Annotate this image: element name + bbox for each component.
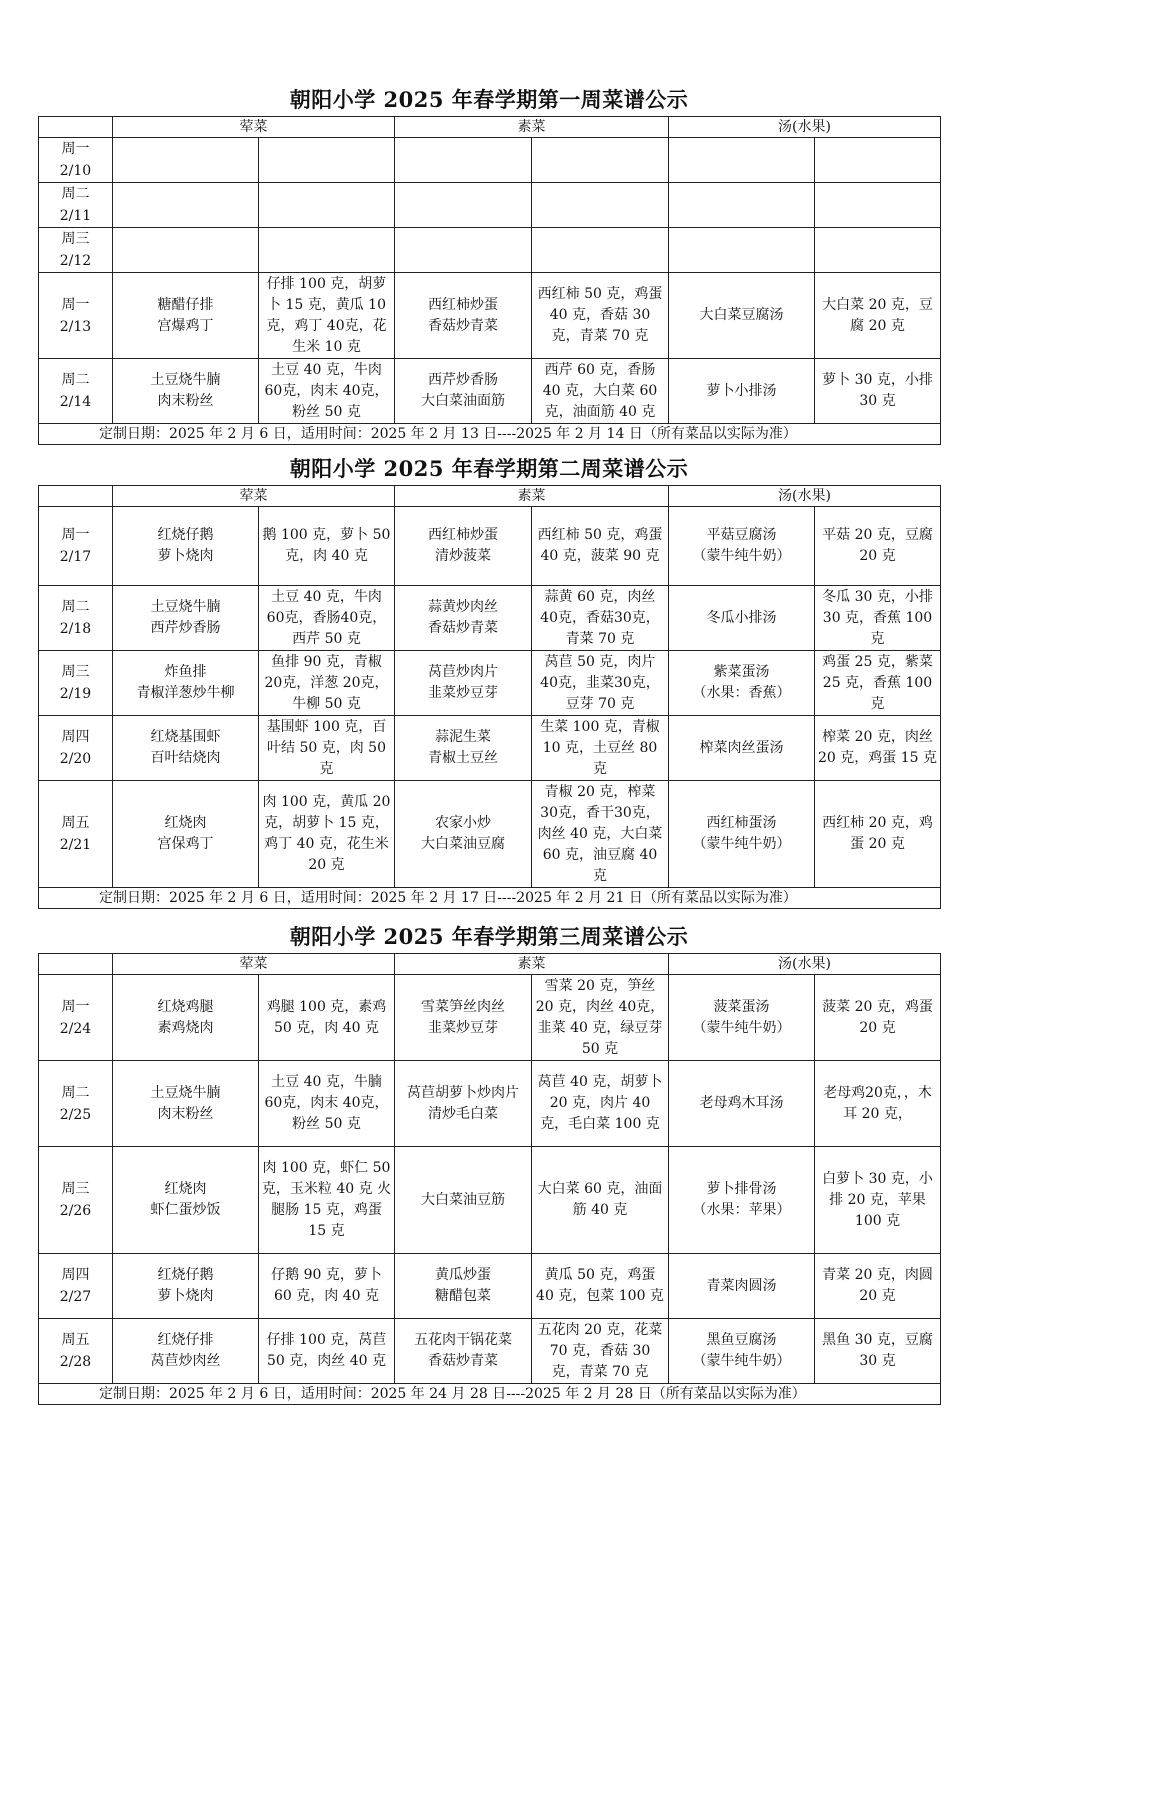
note-text: 定制日期：2025 年 2 月 6 日，适用时间：2025 年 2 月 17 日----2025 年 2 月 21 日（所有菜品以实际为准） xyxy=(39,888,941,909)
week-2-section xyxy=(38,453,940,909)
day-cell: 周二 2/11 xyxy=(39,183,113,228)
table-row xyxy=(39,586,941,651)
note-row xyxy=(39,424,941,445)
table-row xyxy=(39,1147,941,1254)
soup-dishes: 平菇豆腐汤 （蒙牛纯牛奶） xyxy=(669,507,815,586)
meat-qty: 仔鹅 90 克，萝卜 60 克，肉 40 克 xyxy=(259,1254,395,1319)
meat-dishes: 红烧鸡腿 素鸡烧肉 xyxy=(113,975,259,1061)
table-row xyxy=(39,138,941,183)
veg-dishes: 五花肉干锅花菜 香菇炒青菜 xyxy=(395,1319,532,1384)
meat-qty: 鱼排 90 克，青椒 20克，洋葱 20克，牛柳 50 克 xyxy=(259,651,395,716)
soup-dishes: 萝卜排骨汤 （水果：苹果） xyxy=(669,1147,815,1254)
meat-dishes xyxy=(113,228,259,273)
veg-dishes: 西芹炒香肠 大白菜油面筋 xyxy=(395,359,532,424)
soup-qty: 青菜 20 克，肉圆 20 克 xyxy=(815,1254,941,1319)
meat-qty xyxy=(259,228,395,273)
meat-dishes: 红烧仔鹅 萝卜烧肉 xyxy=(113,1254,259,1319)
meat-qty: 肉 100 克，虾仁 50 克，玉米粒 40 克 火腿肠 15 克，鸡蛋 15 克 xyxy=(259,1147,395,1254)
veg-qty xyxy=(532,183,669,228)
veg-qty: 西红柿 50 克，鸡蛋 40 克，香菇 30 克，青菜 70 克 xyxy=(532,273,669,359)
meat-dishes: 土豆烧牛腩 肉末粉丝 xyxy=(113,359,259,424)
meat-qty: 土豆 40 克，牛肉 60克，肉末 40克，粉丝 50 克 xyxy=(259,359,395,424)
veg-dishes xyxy=(395,138,532,183)
veg-dishes: 雪菜笋丝肉丝 韭菜炒豆芽 xyxy=(395,975,532,1061)
day-cell: 周三 2/26 xyxy=(39,1147,113,1254)
corner-cell xyxy=(39,486,113,507)
soup-dishes: 菠菜蛋汤 （蒙牛纯牛奶） xyxy=(669,975,815,1061)
soup-dishes: 西红柿蛋汤 （蒙牛纯牛奶） xyxy=(669,781,815,888)
veg-qty: 雪菜 20 克，笋丝 20 克，肉丝 40克，韭菜 40 克，绿豆芽 50 克 xyxy=(532,975,669,1061)
meat-dishes xyxy=(113,138,259,183)
meat-dishes xyxy=(113,183,259,228)
week-3-section xyxy=(38,921,940,1405)
header-meat: 荤菜 xyxy=(113,486,395,507)
meat-qty: 肉 100 克，黄瓜 20 克，胡萝卜 15 克，鸡丁 40 克，花生米 20 克 xyxy=(259,781,395,888)
veg-qty: 莴苣 50 克，肉片 40克，韭菜30克，豆芽 70 克 xyxy=(532,651,669,716)
soup-qty: 鸡蛋 25 克，紫菜 25 克，香蕉 100 克 xyxy=(815,651,941,716)
day-cell: 周二 2/18 xyxy=(39,586,113,651)
day-cell: 周一 2/24 xyxy=(39,975,113,1061)
soup-qty: 白萝卜 30 克，小排 20 克，苹果 100 克 xyxy=(815,1147,941,1254)
meat-qty: 土豆 40 克，牛肉 60克，香肠40克，西芹 50 克 xyxy=(259,586,395,651)
soup-qty: 老母鸡20克，，木耳 20 克， xyxy=(815,1061,941,1147)
day-cell: 周五 2/28 xyxy=(39,1319,113,1384)
day-cell: 周三 2/19 xyxy=(39,651,113,716)
table-row xyxy=(39,273,941,359)
day-cell: 周一 2/13 xyxy=(39,273,113,359)
soup-qty: 萝卜 30 克，小排 30 克 xyxy=(815,359,941,424)
veg-dishes: 莴苣胡萝卜炒肉片 清炒毛白菜 xyxy=(395,1061,532,1147)
table-row xyxy=(39,1319,941,1384)
meat-dishes: 红烧肉 虾仁蛋炒饭 xyxy=(113,1147,259,1254)
header-veg: 素菜 xyxy=(395,117,669,138)
soup-qty: 西红柿 20 克，鸡蛋 20 克 xyxy=(815,781,941,888)
meat-dishes: 炸鱼排 青椒洋葱炒牛柳 xyxy=(113,651,259,716)
day-cell: 周四 2/27 xyxy=(39,1254,113,1319)
soup-qty xyxy=(815,138,941,183)
meat-dishes: 土豆烧牛腩 西芹炒香肠 xyxy=(113,586,259,651)
veg-qty: 黄瓜 50 克，鸡蛋 40 克，包菜 100 克 xyxy=(532,1254,669,1319)
note-text: 定制日期：2025 年 2 月 6 日，适用时间：2025 年 2 月 13 日----2025 年 2 月 14 日（所有菜品以实际为准） xyxy=(39,424,941,445)
veg-qty: 西芹 60 克，香肠 40 克，大白菜 60 克，油面筋 40 克 xyxy=(532,359,669,424)
table-row xyxy=(39,183,941,228)
soup-qty: 平菇 20 克，豆腐 20 克 xyxy=(815,507,941,586)
veg-dishes: 大白菜油豆筋 xyxy=(395,1147,532,1254)
meat-qty xyxy=(259,183,395,228)
soup-qty: 冬瓜 30 克，小排 30 克，香蕉 100 克 xyxy=(815,586,941,651)
veg-qty: 蒜黄 60 克，肉丝 40克，香菇30克，青菜 70 克 xyxy=(532,586,669,651)
day-cell: 周一 2/10 xyxy=(39,138,113,183)
soup-dishes: 大白菜豆腐汤 xyxy=(669,273,815,359)
week-title: 朝阳小学 2025 年春学期第三周菜谱公示 xyxy=(289,924,689,949)
meat-qty: 仔排 100 克，胡萝卜 15 克，黄瓜 10克，鸡丁 40克，花生米 10 克 xyxy=(259,273,395,359)
soup-qty: 榨菜 20 克，肉丝 20 克，鸡蛋 15 克 xyxy=(815,716,941,781)
header-veg: 素菜 xyxy=(395,486,669,507)
day-cell: 周二 2/14 xyxy=(39,359,113,424)
veg-dishes: 西红柿炒蛋 香菇炒青菜 xyxy=(395,273,532,359)
soup-dishes xyxy=(669,183,815,228)
veg-qty: 莴苣 40 克，胡萝卜 20 克，肉片 40 克，毛白菜 100 克 xyxy=(532,1061,669,1147)
meat-dishes: 红烧基围虾 百叶结烧肉 xyxy=(113,716,259,781)
meat-qty: 鸡腿 100 克，素鸡 50 克，肉 40 克 xyxy=(259,975,395,1061)
soup-dishes xyxy=(669,228,815,273)
meat-dishes: 土豆烧牛腩 肉末粉丝 xyxy=(113,1061,259,1147)
veg-dishes: 莴苣炒肉片 韭菜炒豆芽 xyxy=(395,651,532,716)
day-cell: 周三 2/12 xyxy=(39,228,113,273)
veg-dishes: 西红柿炒蛋 清炒菠菜 xyxy=(395,507,532,586)
meat-qty xyxy=(259,138,395,183)
day-cell: 周二 2/25 xyxy=(39,1061,113,1147)
veg-qty: 生菜 100 克，青椒 10 克，土豆丝 80 克 xyxy=(532,716,669,781)
day-cell: 周五 2/21 xyxy=(39,781,113,888)
meat-qty: 土豆 40 克，牛腩 60克，肉末 40克，粉丝 50 克 xyxy=(259,1061,395,1147)
veg-qty xyxy=(532,138,669,183)
week-title: 朝阳小学 2025 年春学期第一周菜谱公示 xyxy=(289,87,689,112)
header-soup: 汤(水果) xyxy=(669,117,941,138)
header-meat: 荤菜 xyxy=(113,117,395,138)
day-cell: 周四 2/20 xyxy=(39,716,113,781)
table-row xyxy=(39,507,941,586)
table-row xyxy=(39,359,941,424)
menu-table xyxy=(38,116,941,445)
veg-dishes: 农家小炒 大白菜油豆腐 xyxy=(395,781,532,888)
soup-dishes: 萝卜小排汤 xyxy=(669,359,815,424)
soup-dishes: 青菜肉圆汤 xyxy=(669,1254,815,1319)
note-text: 定制日期：2025 年 2 月 6 日，适用时间：2025 年 24 月 28 日----2025 年 2 月 28 日（所有菜品以实际为准） xyxy=(39,1384,941,1405)
corner-cell xyxy=(39,954,113,975)
soup-dishes: 黑鱼豆腐汤 （蒙牛纯牛奶） xyxy=(669,1319,815,1384)
header-soup: 汤(水果) xyxy=(669,954,941,975)
veg-dishes: 蒜泥生菜 青椒土豆丝 xyxy=(395,716,532,781)
week-title: 朝阳小学 2025 年春学期第二周菜谱公示 xyxy=(289,456,689,481)
meat-qty: 仔排 100 克，莴苣 50 克，肉丝 40 克 xyxy=(259,1319,395,1384)
soup-dishes: 老母鸡木耳汤 xyxy=(669,1061,815,1147)
header-row xyxy=(39,954,941,975)
meat-dishes: 红烧仔鹅 萝卜烧肉 xyxy=(113,507,259,586)
veg-qty: 青椒 20 克，榨菜 30克，香干30克，肉丝 40 克，大白菜 60 克，油豆腐 40 克 xyxy=(532,781,669,888)
veg-qty xyxy=(532,228,669,273)
soup-dishes: 榨菜肉丝蛋汤 xyxy=(669,716,815,781)
soup-dishes: 冬瓜小排汤 xyxy=(669,586,815,651)
meat-dishes: 糖醋仔排 宫爆鸡丁 xyxy=(113,273,259,359)
soup-dishes xyxy=(669,138,815,183)
menu-table xyxy=(38,485,941,909)
veg-dishes xyxy=(395,183,532,228)
veg-qty: 五花肉 20 克，花菜 70 克，香菇 30 克，青菜 70 克 xyxy=(532,1319,669,1384)
meat-dishes: 红烧仔排 莴苣炒肉丝 xyxy=(113,1319,259,1384)
header-soup: 汤(水果) xyxy=(669,486,941,507)
table-row xyxy=(39,781,941,888)
header-row xyxy=(39,117,941,138)
soup-qty: 黑鱼 30 克，豆腐 30 克 xyxy=(815,1319,941,1384)
day-cell: 周一 2/17 xyxy=(39,507,113,586)
veg-dishes: 黄瓜炒蛋 糖醋包菜 xyxy=(395,1254,532,1319)
veg-dishes: 蒜黄炒肉丝 香菇炒青菜 xyxy=(395,586,532,651)
table-row xyxy=(39,228,941,273)
veg-qty: 大白菜 60 克，油面筋 40 克 xyxy=(532,1147,669,1254)
note-row xyxy=(39,1384,941,1405)
veg-dishes xyxy=(395,228,532,273)
soup-qty xyxy=(815,228,941,273)
header-veg: 素菜 xyxy=(395,954,669,975)
note-row xyxy=(39,888,941,909)
soup-dishes: 紫菜蛋汤 （水果：香蕉） xyxy=(669,651,815,716)
header-row xyxy=(39,486,941,507)
meat-dishes: 红烧肉 宫保鸡丁 xyxy=(113,781,259,888)
table-row xyxy=(39,716,941,781)
soup-qty: 大白菜 20 克，豆腐 20 克 xyxy=(815,273,941,359)
header-meat: 荤菜 xyxy=(113,954,395,975)
table-row xyxy=(39,975,941,1061)
soup-qty: 菠菜 20 克，鸡蛋 20 克 xyxy=(815,975,941,1061)
week-1-section xyxy=(38,84,940,445)
corner-cell xyxy=(39,117,113,138)
meat-qty: 基围虾 100 克，百叶结 50 克，肉 50 克 xyxy=(259,716,395,781)
table-row xyxy=(39,1061,941,1147)
table-row xyxy=(39,651,941,716)
menu-table xyxy=(38,953,941,1405)
veg-qty: 西红柿 50 克，鸡蛋 40 克，菠菜 90 克 xyxy=(532,507,669,586)
meat-qty: 鹅 100 克，萝卜 50 克，肉 40 克 xyxy=(259,507,395,586)
table-row xyxy=(39,1254,941,1319)
soup-qty xyxy=(815,183,941,228)
